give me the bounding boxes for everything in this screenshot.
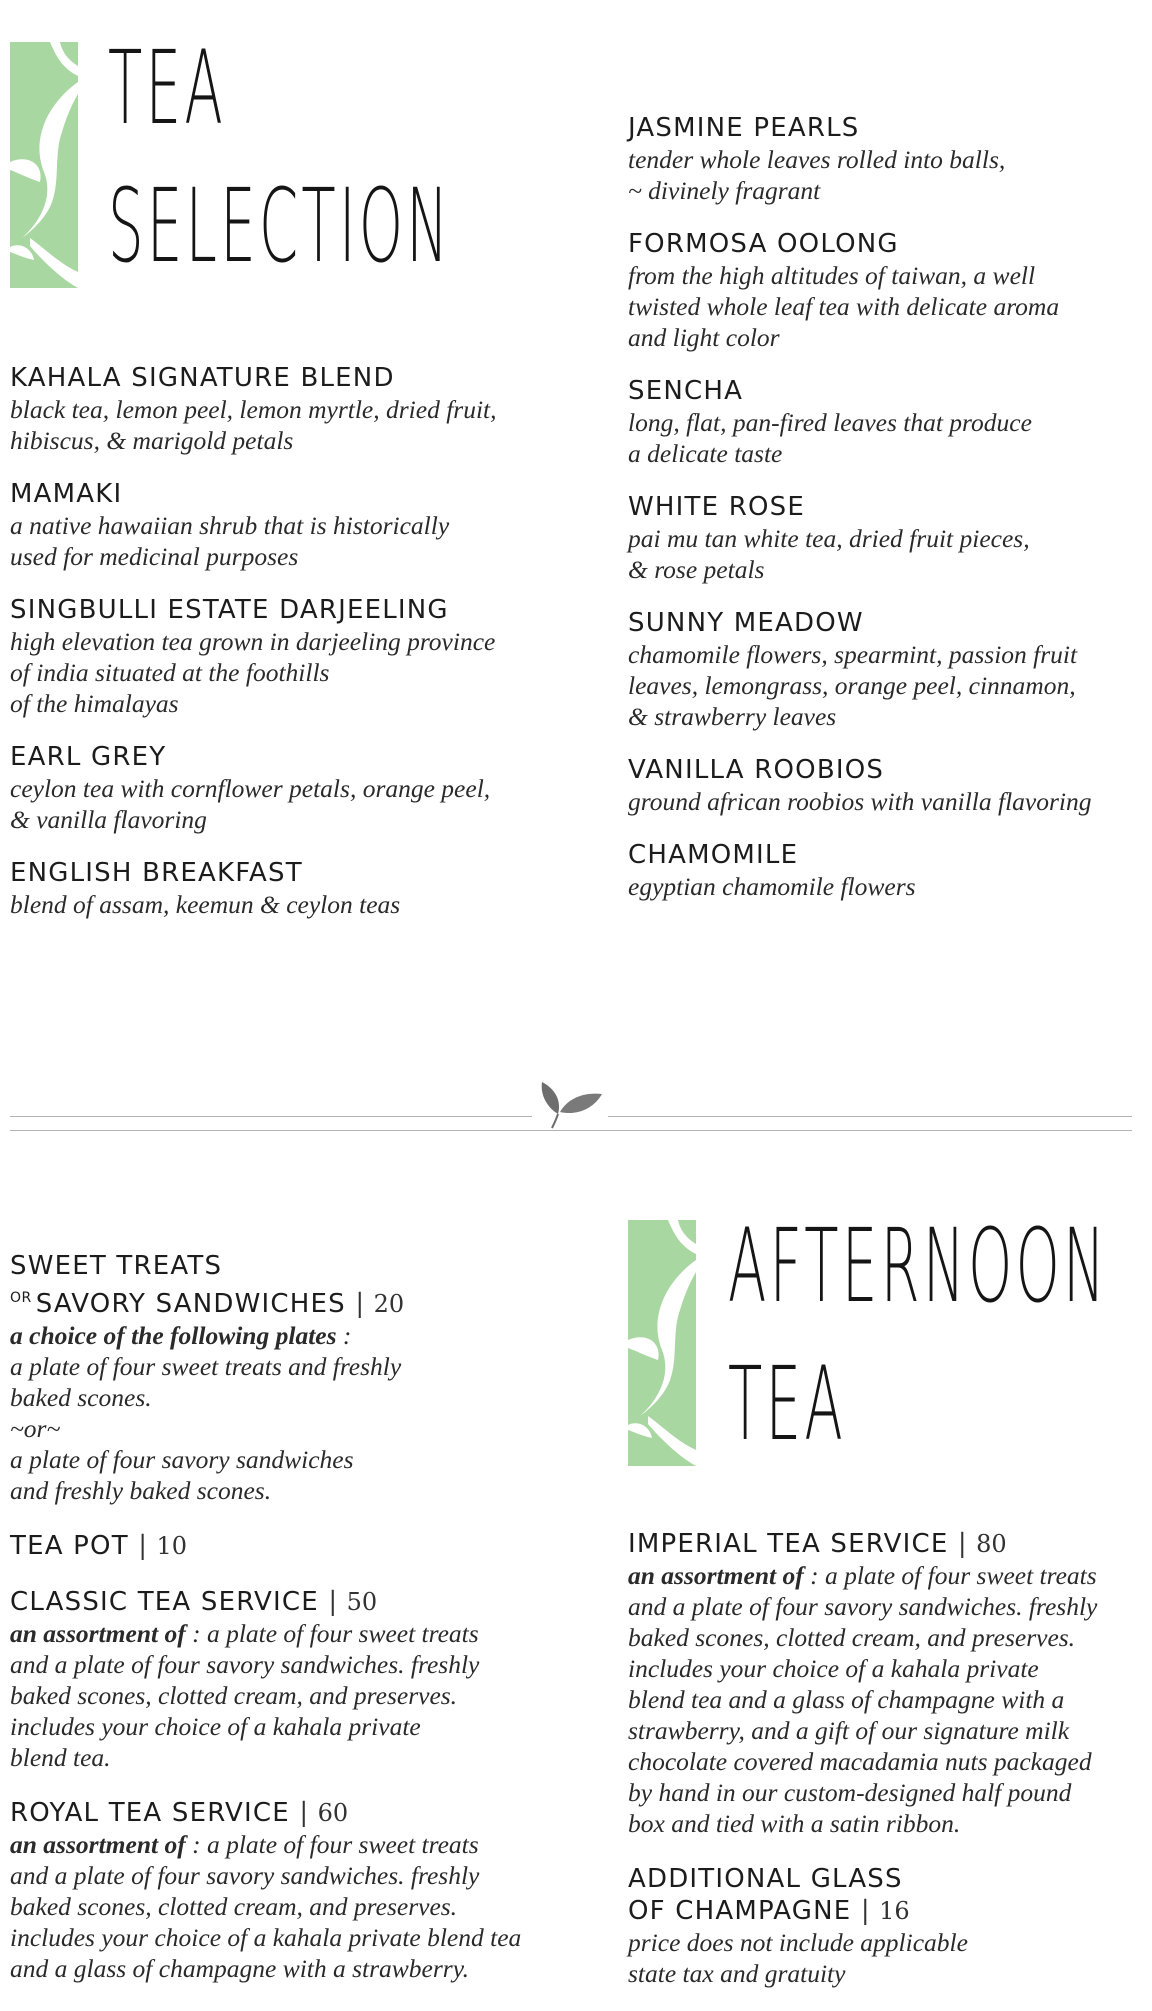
imperial-tea-service-description — [628, 1560, 1148, 1839]
tea-item — [628, 839, 1148, 902]
price-separator: | — [957, 1529, 967, 1559]
assortment-label: an assortment of — [628, 1561, 804, 1590]
sweet-treats-item — [10, 1250, 610, 1506]
price-separator: | — [328, 1587, 338, 1617]
price-separator: | — [860, 1896, 870, 1926]
imperial-tea-service-item — [628, 1528, 1148, 1839]
tea-name: EARL GREY — [10, 742, 167, 772]
or-label: OR — [10, 1290, 32, 1306]
afternoon-list-right — [628, 1528, 1148, 2011]
tea-description: ceylon tea with cornflower petals, orange peel, & vanilla flavoring — [10, 774, 491, 834]
champagne-name-line1: ADDITIONAL GLASS — [628, 1864, 903, 1894]
tea-item — [628, 607, 1148, 732]
classic-tea-service-description — [10, 1618, 610, 1773]
tea-pot-label: TEA POT — [10, 1531, 129, 1561]
description-text: : a plate of four sweet treats and a plate of four savory sandwiches. freshly baked scones, clotted cream, and preserves. includes your choice of a kahala private blend tea. — [10, 1619, 480, 1772]
tea-item — [628, 375, 1148, 469]
tea-description: pai mu tan white tea, dried fruit pieces, & rose petals — [628, 524, 1030, 584]
tea-item — [628, 754, 1148, 817]
price: 80 — [976, 1530, 1007, 1558]
champagne-description: price does not include applicable state tax and gratuity — [628, 1928, 968, 1988]
tea-name: KAHALA SIGNATURE BLEND — [10, 363, 395, 393]
champagne-label: OF CHAMPAGNE — [628, 1896, 852, 1926]
sweet-treats-name: SWEET TREATS — [10, 1251, 223, 1281]
tea-pot-item — [10, 1530, 610, 1562]
divider-line-bottom — [10, 1130, 1132, 1131]
assortment-label: an assortment of — [10, 1619, 186, 1648]
imperial-tea-service-name — [628, 1528, 1148, 1560]
savory-sandwiches-name — [10, 1282, 610, 1320]
champagne-name-line2 — [628, 1895, 1148, 1927]
plates-intro-label: a choice of the following plates — [10, 1321, 337, 1350]
tea-description: black tea, lemon peel, lemon myrtle, dried fruit, hibiscus, & marigold petals — [10, 395, 497, 455]
price-separator: | — [299, 1798, 309, 1828]
tea-leaf-swirl-icon — [10, 42, 78, 288]
tea-logo-block — [10, 42, 78, 288]
tea-description: blend of assam, keemun & ceylon teas — [10, 890, 401, 919]
tea-item — [10, 857, 570, 920]
tea-description: tender whole leaves rolled into balls, ~ divinely fragrant — [628, 145, 1006, 205]
afternoon-tea-title-line1: AFTERNOON — [728, 1207, 1109, 1326]
price: 10 — [156, 1532, 188, 1560]
plates-intro-suffix: : — [336, 1321, 352, 1350]
champagne-item — [628, 1863, 1148, 1989]
tea-description: from the high altitudes of taiwan, a well twisted whole leaf tea with delicate aroma and light color — [628, 261, 1060, 352]
tea-description: chamomile flowers, spearmint, passion fruit leaves, lemongrass, orange peel, cinnamon, & strawberry leaves — [628, 640, 1078, 731]
tea-description: egyptian chamomile flowers — [628, 872, 916, 901]
description-text: : a plate of four sweet treats and a plate of four savory sandwiches. freshly baked scones, clotted cream, and preserves. includes your choice of a kahala private blend tea and a glass of champagne with a strawberry, and a gift of our signature milk chocolate covered macadamia nuts packaged by hand in our custom-designed half pound box and tied with a satin ribbon. — [628, 1561, 1098, 1838]
tea-description: a native hawaiian shrub that is historically used for medicinal purposes — [10, 511, 450, 571]
tea-description: high elevation tea grown in darjeeling province of india situated at the foothills of the himalayas — [10, 627, 496, 718]
tea-leaf-swirl-icon — [628, 1220, 696, 1466]
description-text: : a plate of four sweet treats and a plate of four savory sandwiches. freshly baked scones, clotted cream, and preserves. includes your choice of a kahala private blend tea and a glass of champagne with a strawberry. — [10, 1830, 522, 1983]
price: 16 — [879, 1897, 910, 1925]
royal-tea-service-label: ROYAL TEA SERVICE — [10, 1798, 290, 1828]
tea-description: long, flat, pan-fired leaves that produce a delicate taste — [628, 408, 1032, 468]
tea-item — [10, 362, 570, 456]
imperial-tea-service-label: IMPERIAL TEA SERVICE — [628, 1529, 949, 1559]
tea-list-right — [628, 112, 1148, 924]
tea-name: VANILLA ROOBIOS — [628, 755, 885, 785]
plates-intro — [10, 1320, 610, 1351]
tea-name: FORMOSA OOLONG — [628, 229, 899, 259]
tea-item — [10, 478, 570, 572]
royal-tea-service-name — [10, 1797, 610, 1829]
tea-name: SUNNY MEADOW — [628, 608, 864, 638]
tea-name: CHAMOMILE — [628, 840, 799, 870]
classic-tea-service-item — [10, 1586, 610, 1773]
tea-pot-name — [10, 1530, 610, 1562]
tea-selection-title-line1: TEA — [108, 29, 226, 148]
afternoon-list-left — [10, 1250, 610, 2006]
classic-tea-service-name — [10, 1586, 610, 1618]
royal-tea-service-description — [10, 1829, 610, 1984]
royal-tea-service-item — [10, 1797, 610, 1984]
assortment-label: an assortment of — [10, 1830, 186, 1859]
tea-item — [628, 491, 1148, 585]
price: 50 — [346, 1588, 378, 1616]
price-separator: | — [138, 1531, 148, 1561]
tea-item — [628, 112, 1148, 206]
tea-name: ENGLISH BREAKFAST — [10, 858, 303, 888]
price: 20 — [373, 1290, 405, 1318]
sweet-treats-description: a plate of four sweet treats and freshly baked scones. ~or~ a plate of four savory sandwiches and freshly baked scones. — [10, 1352, 402, 1505]
price: 60 — [317, 1799, 349, 1827]
price-separator: | — [355, 1289, 365, 1319]
tea-name: MAMAKI — [10, 479, 123, 509]
tea-name: SENCHA — [628, 376, 744, 406]
tea-item — [628, 228, 1148, 353]
tea-list-left — [10, 362, 570, 942]
classic-tea-service-label: CLASSIC TEA SERVICE — [10, 1587, 319, 1617]
tea-description: ground african roobios with vanilla flavoring — [628, 787, 1092, 816]
afternoon-tea-title-line2: TEA — [728, 1345, 846, 1464]
leaf-icon — [532, 1078, 608, 1130]
tea-name: JASMINE PEARLS — [628, 113, 860, 143]
tea-item — [10, 594, 570, 719]
tea-name: SINGBULLI ESTATE DARJEELING — [10, 595, 449, 625]
afternoon-logo-block — [628, 1220, 696, 1466]
savory-sandwiches-label: SAVORY SANDWICHES — [35, 1289, 346, 1319]
tea-selection-title-line2: SELECTION — [108, 167, 452, 286]
tea-name: WHITE ROSE — [628, 492, 805, 522]
tea-item — [10, 741, 570, 835]
